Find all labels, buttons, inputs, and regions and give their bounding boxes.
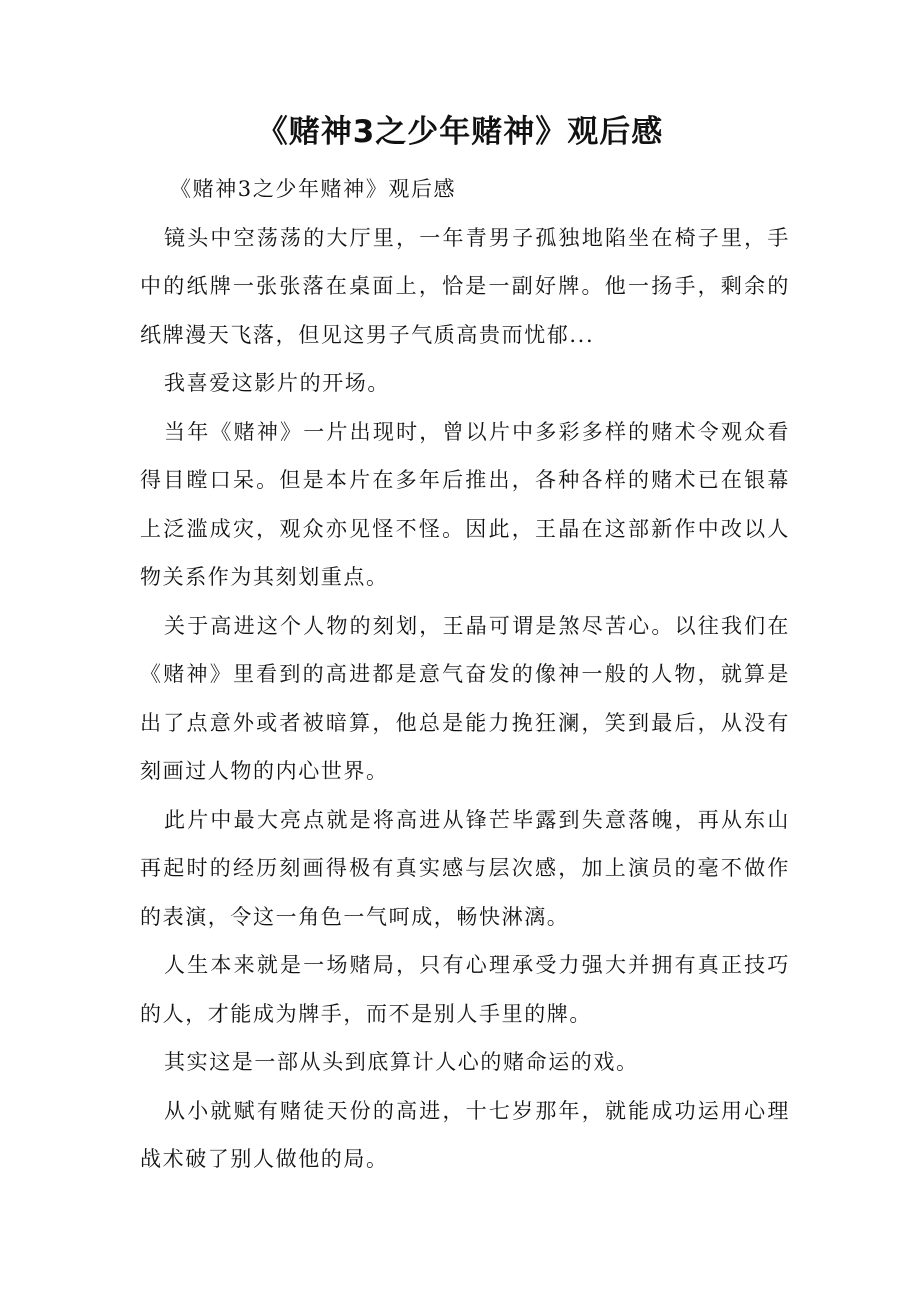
paragraph-life-gamble: 人生本来就是一场赌局，只有心理承受力强大并拥有真正技巧的人，才能成为牌手，而不是别人手里的牌。 [140,953,790,1026]
paragraph-character-portrayal: 关于高进这个人物的刻划，王晶可谓是煞尽苦心。以往我们在《赌神》里看到的高进都是意气奋发的像神一般的人物，就算是出了点意外或者被暗算，他总是能力挽狂澜，笑到最后，从没有刻画过人物的内心世界。 [140,613,790,783]
document-title: 《赌神3之少年赌神》观后感 [256,114,664,150]
subtitle-paragraph: 《赌神3之少年赌神》观后感 [170,177,457,201]
paragraph-gambling-tricks: 当年《赌神》一片出现时，曾以片中多彩多样的赌术令观众看得目瞠口呆。但是本片在多年后推出，各种各样的赌术已在银幕上泛滥成灾，观众亦见怪不怪。因此，王晶在这部新作中改以人物关系作为其刻划重点。 [140,419,790,589]
paragraph-like-opening: 我喜爱这影片的开场。 [164,371,390,395]
paragraph-opening-scene: 镜头中空荡荡的大厅里，一年青男子孤独地陷坐在椅子里，手中的纸牌一张张落在桌面上，恰是一副好牌。他一扬手，剩余的纸牌漫天飞落，但见这男子气质高贵而忧郁... [140,225,790,347]
paragraph-young-talent: 从小就赋有赌徒天份的高进，十七岁那年，就能成功运用心理战术破了别人做他的局。 [140,1098,790,1171]
document-body [140,165,790,1184]
paragraph-highlight: 此片中最大亮点就是将高进从锋芒毕露到失意落魄，再从东山再起时的经历刻画得极有真实感与层次感，加上演员的毫不做作的表演，令这一角色一气呵成，畅快淋漓。 [140,807,790,929]
paragraph-calculating-hearts: 其实这是一部从头到底算计人心的赌命运的戏。 [164,1050,639,1074]
